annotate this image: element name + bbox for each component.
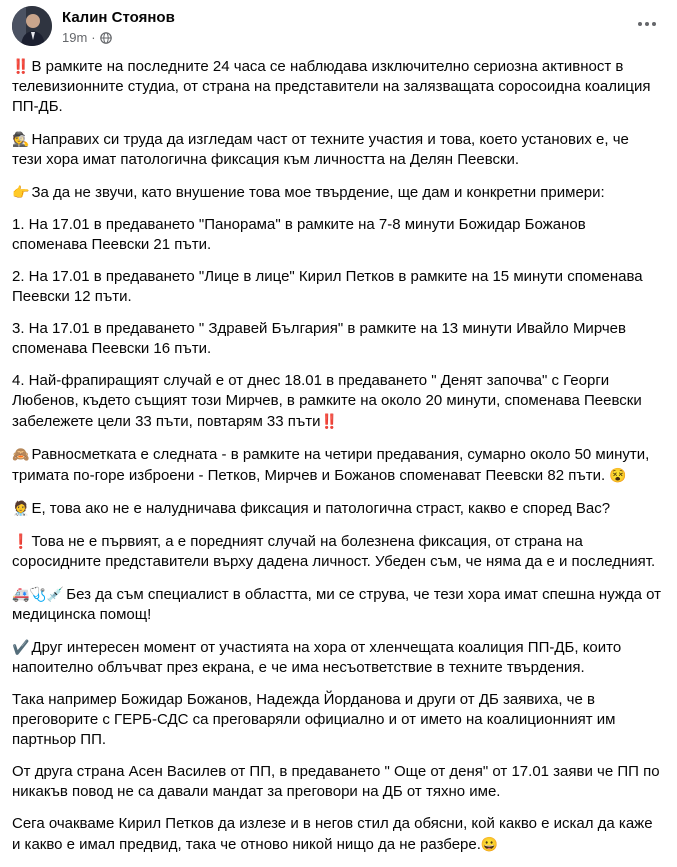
- dot-icon: [652, 22, 656, 26]
- dizzy-face-icon: 😵: [609, 467, 627, 483]
- ambulance-stethoscope-syringe-icon: 🚑🩺💉: [12, 586, 65, 602]
- exclamation-icon: ❗: [12, 533, 30, 549]
- post-paragraph: 👉 За да не звучи, като внушение това мое твърдение, ще дам и конкретни примери:: [12, 184, 605, 201]
- see-no-evil-monkey-icon: 🙈: [12, 446, 30, 462]
- post-body: [12, 56, 662, 867]
- post-paragraph: От друга страна Асен Василев от ПП, в предаването " Още от деня" от 17.01 заяви че ПП по никакъв повод не са давали мандат за преговори на ДБ от тяхно име.: [12, 763, 660, 800]
- post-paragraph: 2. На 17.01 в предаването "Лице в лице" Кирил Петков в рамките на 15 минути споменава Пеевски 12 пъти.: [12, 268, 643, 305]
- post-paragraph: Така например Божидар Божанов, Надежда Йорданова и други от ДБ заявиха, че в преговорите с ГЕРБ-СДС са преговаряли официално и от името на коалиционният им партньор ПП.: [12, 691, 616, 748]
- post-paragraph: 4. Най-фрапиращият случай е от днес 18.01 в предаването " Денят започва" с Георги Любенов, където същият този Мирчев, в рамките на около 20 минути, споменава Пеевски забележете цели 33 пъти, повтарям 33 пъти‼️: [12, 372, 642, 430]
- post-time[interactable]: 19m: [62, 30, 88, 45]
- globe-icon: [100, 32, 112, 44]
- post-paragraph: 🕵️ Направих си труда да изгледам част от техните участия и това, което установих е, че тези хора имат патологична фиксация към личността на Делян Пеевски.: [12, 131, 629, 168]
- double-exclamation-icon: ‼️: [320, 413, 338, 429]
- post-paragraph: 🚑🩺💉 Без да съм специалист в областта, ми се струва, че тези хора имат спешна нужда от медицинска помощ!: [12, 586, 662, 623]
- double-exclamation-icon: ‼️: [12, 58, 30, 74]
- avatar-image: [12, 6, 52, 46]
- post-header: [12, 6, 665, 50]
- post-paragraph: 🙈 Равносметката е следната - в рамките на четири предавания, сумарно около 50 минути, тримата по-горе изброени - Петков, Мирчев и Божанов споменават Пеевски 82 пъти. 😵: [12, 446, 650, 484]
- dot-icon: [645, 22, 649, 26]
- post-paragraph: 🧑‍⚕️ Е, това ако не е налудничава фиксация и патологична страст, какво е според Вас?: [12, 500, 611, 517]
- dot-icon: [638, 22, 642, 26]
- more-options-button[interactable]: [635, 18, 659, 30]
- check-mark-icon: ✔️: [12, 639, 30, 655]
- pointing-hand-icon: 👉: [12, 184, 30, 200]
- post-paragraph: 1. На 17.01 в предаването "Панорама" в рамките на 7-8 минути Божидар Божанов споменава Пеевски 21 пъти.: [12, 216, 586, 253]
- detective-icon: 🕵️: [12, 131, 30, 147]
- post-meta: [62, 30, 112, 45]
- post-paragraph: Сега очакваме Кирил Петков да излезе и в негов стил да обясни, кой какво е искал да каже и какво е имал предвид, така че отново никой нищо да не разбере.😀: [12, 815, 653, 853]
- post-paragraph: ✔️ Друг интересен момент от участията на хора от хленчещата коалиция ПП-ДБ, които напоително облъчват през екрана, е че има несъответствие в техните твърдения.: [12, 639, 622, 676]
- post-paragraph: ❗ Това не е първият, а е поредният случай на болезнена фиксация, от страна на соросидните представители върху дадена личност. Убеден съм, че няма да е и последният.: [12, 533, 656, 570]
- health-worker-icon: 🧑‍⚕️: [12, 500, 30, 516]
- meta-separator: ·: [91, 30, 96, 45]
- post-paragraph: 3. На 17.01 в предаването " Здравей България" в рамките на 13 минути Ивайло Мирчев споменава Пеевски 16 пъти.: [12, 320, 626, 357]
- post-paragraph: ‼️ В рамките на последните 24 часа се наблюдава изключително сериозна активност в телевизионните студиа, от страна на представители на залязващата соросоидна коалиция ПП-ДБ.: [12, 58, 651, 115]
- author-name[interactable]: Калин Стоянов: [62, 9, 175, 26]
- grinning-face-icon: 😀: [480, 836, 499, 852]
- avatar[interactable]: [12, 6, 52, 46]
